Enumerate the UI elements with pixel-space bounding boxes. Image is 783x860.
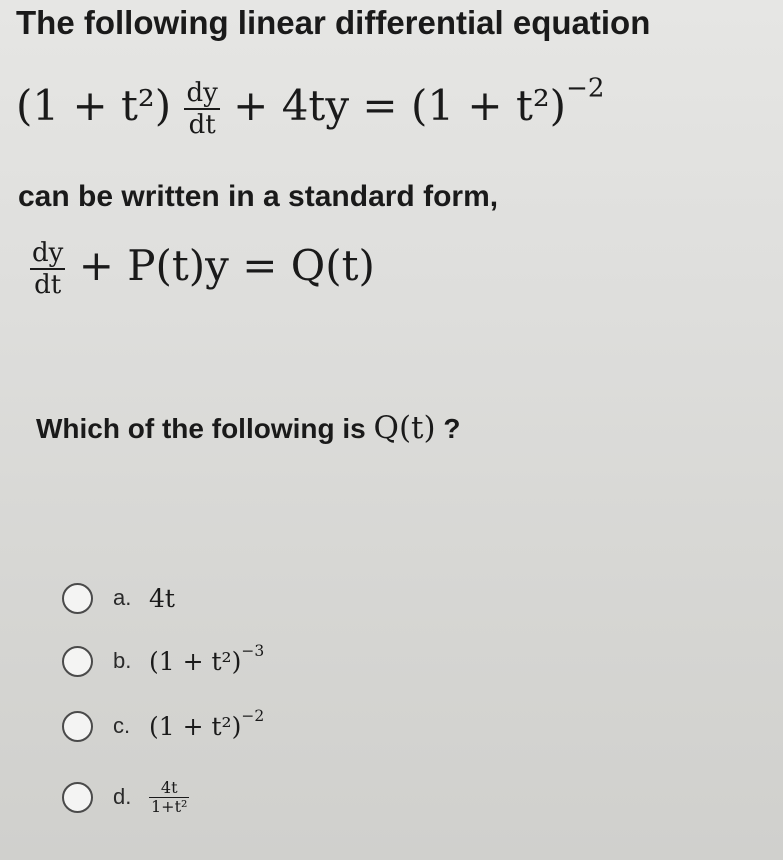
option-b-exponent: −3 [241,641,265,660]
eq2-rest: + P(t)y = Q(t) [78,241,375,290]
eq1-derivative-num: dy [186,78,218,108]
question-math: Q(t) [373,410,436,446]
eq1-lhs-factor: (1 + t²) [16,81,172,130]
radio-button[interactable] [62,782,93,813]
eq1-rhs-base: (1 + t²) [410,81,567,130]
eq2-derivative-den: dt [34,270,62,300]
question-before: Which of the following is [36,413,366,444]
option-c[interactable] [62,703,264,749]
option-c-base: (1 + t²) [149,711,242,741]
eq2-derivative-num: dy [32,238,64,268]
option-b[interactable] [62,638,264,684]
radio-button[interactable] [62,583,93,614]
eq2-derivative [30,240,65,298]
intro-text: The following linear differential equation [16,4,651,41]
question-after: ? [443,413,461,444]
option-a[interactable] [62,575,175,621]
option-d-denominator: 1+t² [151,796,188,816]
eq1-rhs-exponent: −2 [566,73,605,104]
option-d-fraction [149,777,189,816]
eq1-derivative-den: dt [188,110,216,140]
option-c-math [149,706,265,741]
option-b-base: (1 + t²) [149,646,242,676]
differential-equation [16,73,605,140]
eq1-derivative [184,80,219,138]
option-d[interactable] [62,774,189,820]
standard-form-text: can be written in a standard form, [18,180,499,213]
option-letter: c. [113,713,131,738]
option-letter: a. [113,585,132,610]
option-b-math [149,641,265,676]
option-a-math: 4t [149,583,175,613]
question-text [36,410,460,446]
radio-button[interactable] [62,711,93,742]
option-c-exponent: −2 [241,706,265,725]
radio-button[interactable] [62,646,93,677]
eq1-middle: + 4ty = [233,81,398,130]
option-letter: b. [113,648,132,673]
option-d-numerator: 4t [149,780,189,798]
option-letter: d. [113,784,132,809]
standard-form-equation [30,240,375,298]
